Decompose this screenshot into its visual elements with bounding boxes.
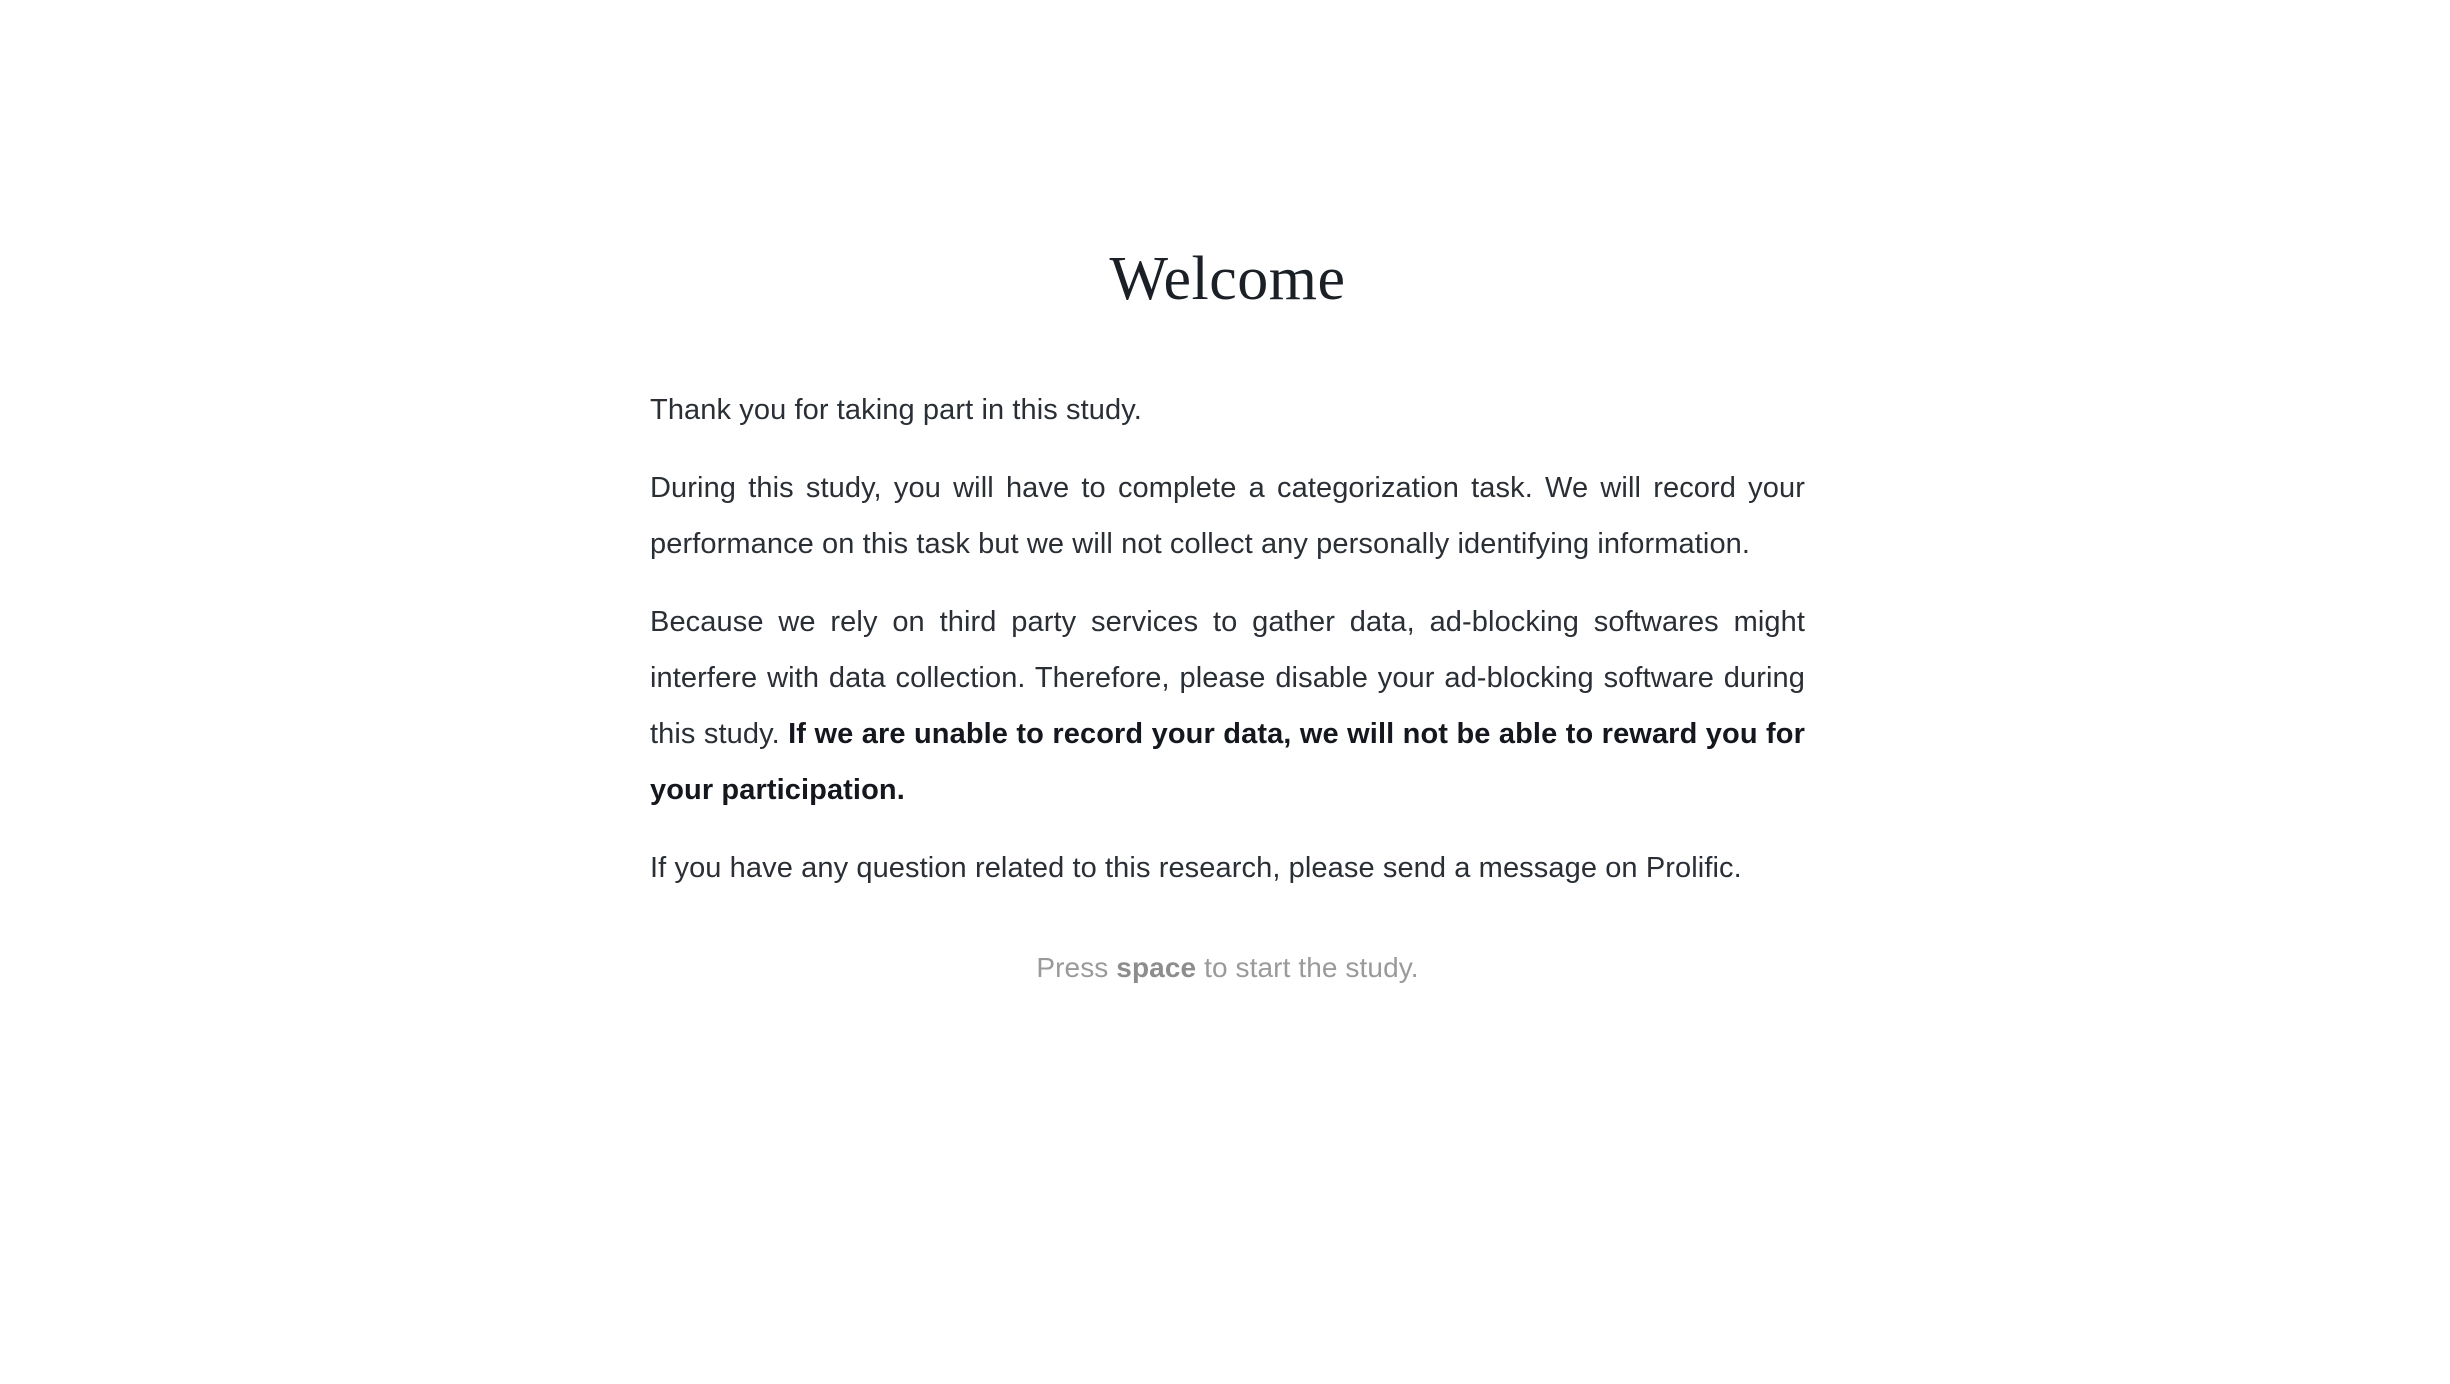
press-space-prompt bbox=[650, 896, 1805, 984]
paragraph-contact: If you have any question related to this research, please send a message on Prolific. bbox=[650, 852, 1742, 884]
adblock-warning-normal-text: Because we rely on third party services to gather data, ad-blocking softwares might interfere with data collection. Therefore, please disable your ad-blocking software during this study. bbox=[650, 606, 1805, 750]
press-prompt-suffix: to start the study. bbox=[1196, 952, 1419, 983]
adblock-warning-bold-text: If we are unable to record your data, we will not be able to reward you for your participation. bbox=[650, 718, 1805, 806]
paragraph-adblock-warning bbox=[650, 594, 1805, 818]
content-container bbox=[650, 0, 1805, 984]
press-prompt-prefix: Press bbox=[1036, 952, 1117, 983]
paragraph-thanks: Thank you for taking part in this study. bbox=[650, 394, 1142, 426]
page-title: Welcome bbox=[1109, 245, 1346, 313]
instructions-body bbox=[650, 382, 1805, 896]
paragraph-task-description: During this study, you will have to complete a categorization task. We will record your performance on this task but we will not collect any personally identifying information. bbox=[650, 472, 1805, 560]
space-key-label: space bbox=[1116, 952, 1197, 983]
